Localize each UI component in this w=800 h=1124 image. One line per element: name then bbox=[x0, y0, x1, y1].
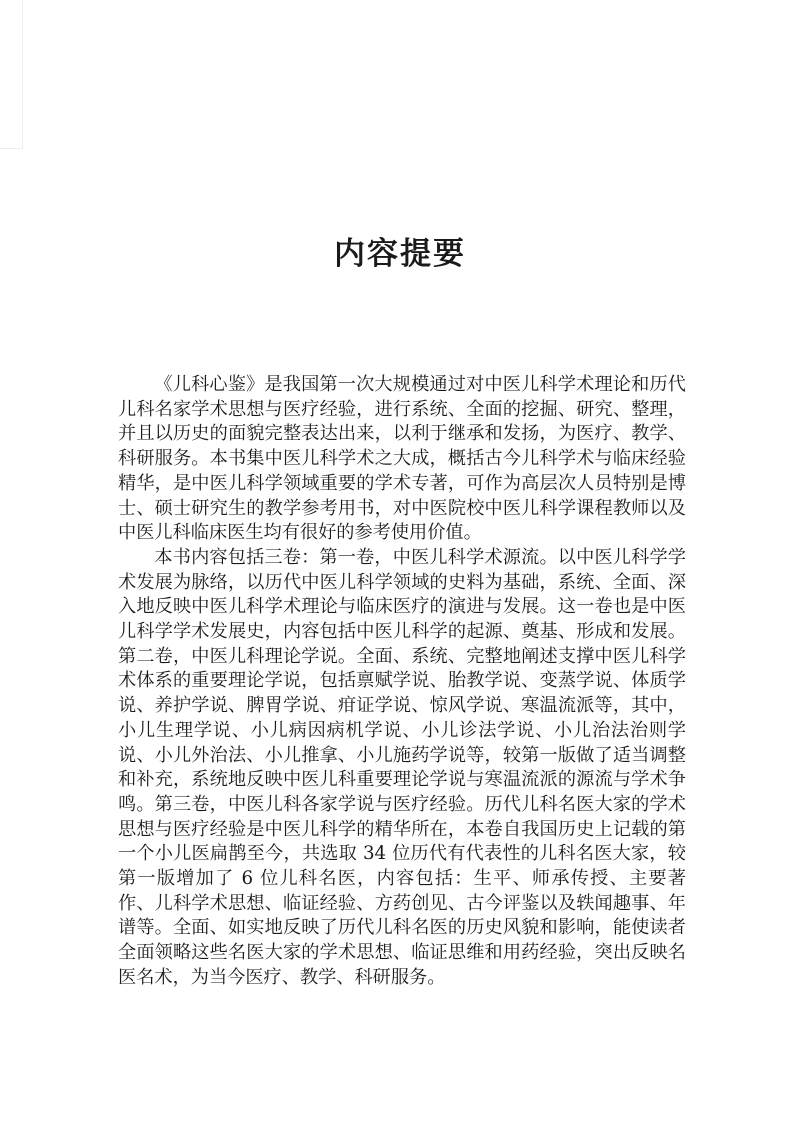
summary-paragraph-2: 本书内容包括三卷：第一卷，中医儿科学术源流。以中医儿科学学术发展为脉络，以历代中医儿科学领域的史料为基础，系统、全面、深入地反映中医儿科学术理论与临床医疗的演进与发展。这一卷也是中医儿科学学术发展史，内容包括中医儿科学的起源、奠基、形成和发展。第二卷，中医儿科理论学说。全面、系统、完整地阐述支撑中医儿科学术体系的重要理论学说，包括禀赋学说、胎教学说、变蒸学说、体质学说、养护学说、脾胃学说、疳证学说、惊风学说、寒温流派等，其中，小儿生理学说、小儿病因病机学说、小儿诊法学说、小儿治法治则学说、小儿外治法、小儿推拿、小儿施药学说等，较第一版做了适当调整和补充，系统地反映中医儿科重要理论学说与寒温流派的源流与学术争鸣。第三卷，中医儿科各家学说与医疗经验。历代儿科名医大家的学术思想与医疗经验是中医儿科学的精华所在，本卷自我国历史上记载的第一个小儿医扁鹊至今，共选取 34 位历代有代表性的儿科名医大家，较第一版增加了 6 位儿科名医，内容包括：生平、师承传授、主要著作、儿科学术思想、临证经验、方药创见、古今评鉴以及轶闻趣事、年谱等。全面、如实地反映了历代儿科名医的历史风貌和影响，能使读者全面领略这些名医大家的学术思想、临证思维和用药经验，突出反映名医名术，为当今医疗、教学、科研服务。 bbox=[118, 546, 686, 988]
page-title: 内容提要 bbox=[334, 235, 466, 272]
summary-body bbox=[118, 373, 686, 991]
page-corner-mark bbox=[0, 0, 23, 149]
summary-paragraph-1: 《儿科心鉴》是我国第一次大规模通过对中医儿科学术理论和历代儿科名家学术思想与医疗经验，进行系统、全面的挖掘、研究、整理，并且以历史的面貌完整表达出来，以利于继承和发扬，为医疗、教学、科研服务。本书集中医儿科学术之大成，概括古今儿科学术与临床经验精华，是中医儿科学领域重要的学术专著，可作为高层次人员特别是博士、硕士研究生的教学参考用书，对中医院校中医儿科学课程教师以及中医儿科临床医生均有很好的参考使用价值。 bbox=[118, 374, 686, 544]
